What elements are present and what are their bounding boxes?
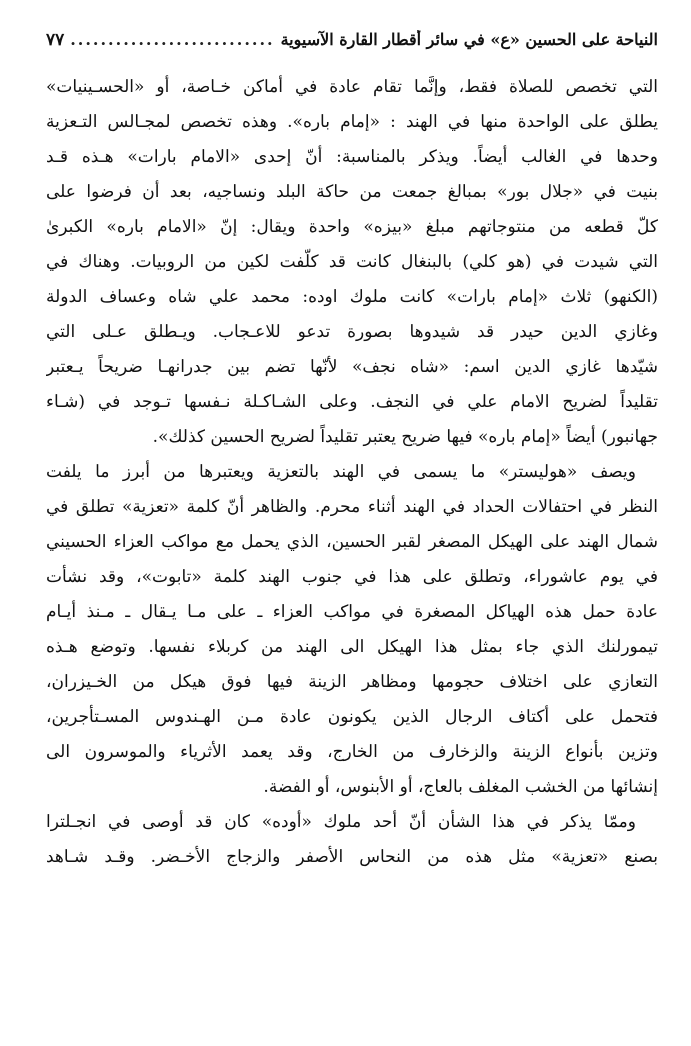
text-line: تيمورلنك الذي جاء بمثل هذا الهيكل الى الهند من كربلاء نفسها. وتوضع هـذه <box>46 637 658 657</box>
text-line: وغازي الدين حيدر قد شيدوها بصورة تدعو للاعـجاب. ويـطلق عـلى التي <box>46 322 658 342</box>
text-line: عادة حمل هذه الهياكل المصغرة في مواكب العزاء ـ على مـا يـقال ـ مـنذ أيـام <box>46 602 658 622</box>
text-line: شيّدها غازي الدين اسم: «شاه نجف» لأنّها تضم بين جدرانهـا ضريحاً يـعتبر <box>46 357 658 377</box>
body-text <box>46 70 658 875</box>
text-line: النظر في احتفالات الحداد في الهند أثناء محرم. والظاهر أنّ كلمة «تعزية» تطلق في <box>46 497 658 517</box>
paragraph <box>46 455 658 805</box>
text-line: وحدها في الغالب أيضاً. ويذكر بالمناسبة: أنّ إحدى «الامام بارات» هـذه قـد <box>46 147 658 167</box>
text-line: شمال الهند على الهيكل المصغر لقبر الحسين، الذي يحمل مع مواكب العزاء الحسيني <box>46 532 658 552</box>
text-line: وتزين بأنواع الزينة والزخارف من الخارج، وقد يعمد الأثرياء والموسرون الى <box>46 742 658 762</box>
paragraph <box>46 805 658 875</box>
text-line: جهانبور) أيضاً «إمام باره» فيها ضريح يعتبر تقليداً لضريح الحسين كذلك». <box>152 427 658 447</box>
text-line: وممّا يذكر في هذا الشأن أنّ أحد ملوك «أوده» كان قد أوصى في انجـلترا <box>46 812 636 832</box>
text-line: بصنع «تعزية» مثل هذه من النحاس الأصفر والزجاج الأخـضر. وقـد شـاهد <box>46 847 658 867</box>
text-line: يطلق على الواحدة منها في الهند : «إمام باره». وهذه تخصص لمجـالس التـعزية <box>46 112 658 132</box>
running-header <box>46 30 658 60</box>
text-line: بنيت في «جلال بور» بمبالغ جمعت من حاكة البلد ونساجيه، بعد أن فرضوا على <box>46 182 658 202</box>
text-line: في يوم عاشوراء، وتطلق على هذا في جنوب الهند كلمة «تابوت»، وقد نشأت <box>46 567 658 587</box>
text-line: التعازي على اختلاف حجومها ومظاهر الزينة فيها فوق هيكل من الخـيزران، <box>46 672 658 692</box>
text-line: كلّ قطعه من منتوجاتهم مبلغ «بيزه» واحدة ويقال: إنّ «الامام باره» الكبرىٰ <box>46 217 658 237</box>
text-line: فتحمل على أكتاف الرجال الذين يكونون عادة مـن الهـندوس المسـتأجرين، <box>46 707 658 727</box>
running-header-title: النياحة على الحسين «ع» في سائر أقطار القارة الآسيوية <box>280 30 658 49</box>
text-line: التي تخصص للصلاة فقط، وإنَّما تقام عادة في أماكن خـاصة، أو «الحسـينيات» <box>46 77 658 97</box>
text-line: ويصف «هوليستر» ما يسمى في الهند بالتعزية ويعتبرها من أبرز ما يلفت <box>46 462 636 482</box>
text-line: إنشائها من الخشب المغلف بالعاج، أو الأبنوس، أو الفضة. <box>263 777 658 797</box>
paragraph <box>46 70 658 455</box>
text-line: (الكنهو) ثلاث «إمام بارات» كانت ملوك اوده: محمد علي شاه وعساف الدولة <box>46 287 658 307</box>
page-number: ٧٧ <box>46 30 65 50</box>
leader-dots <box>70 30 274 49</box>
text-line: التي شيدت في (هو كلي) بالبنغال كانت قد كلّفت لكين من الروبيات. وهناك في <box>46 252 658 272</box>
text-line: تقليداً لضريح الامام علي في النجف. وعلى الشـاكـلة نـفسها تـوجد في (شـاء <box>46 392 658 412</box>
book-page <box>46 30 658 875</box>
